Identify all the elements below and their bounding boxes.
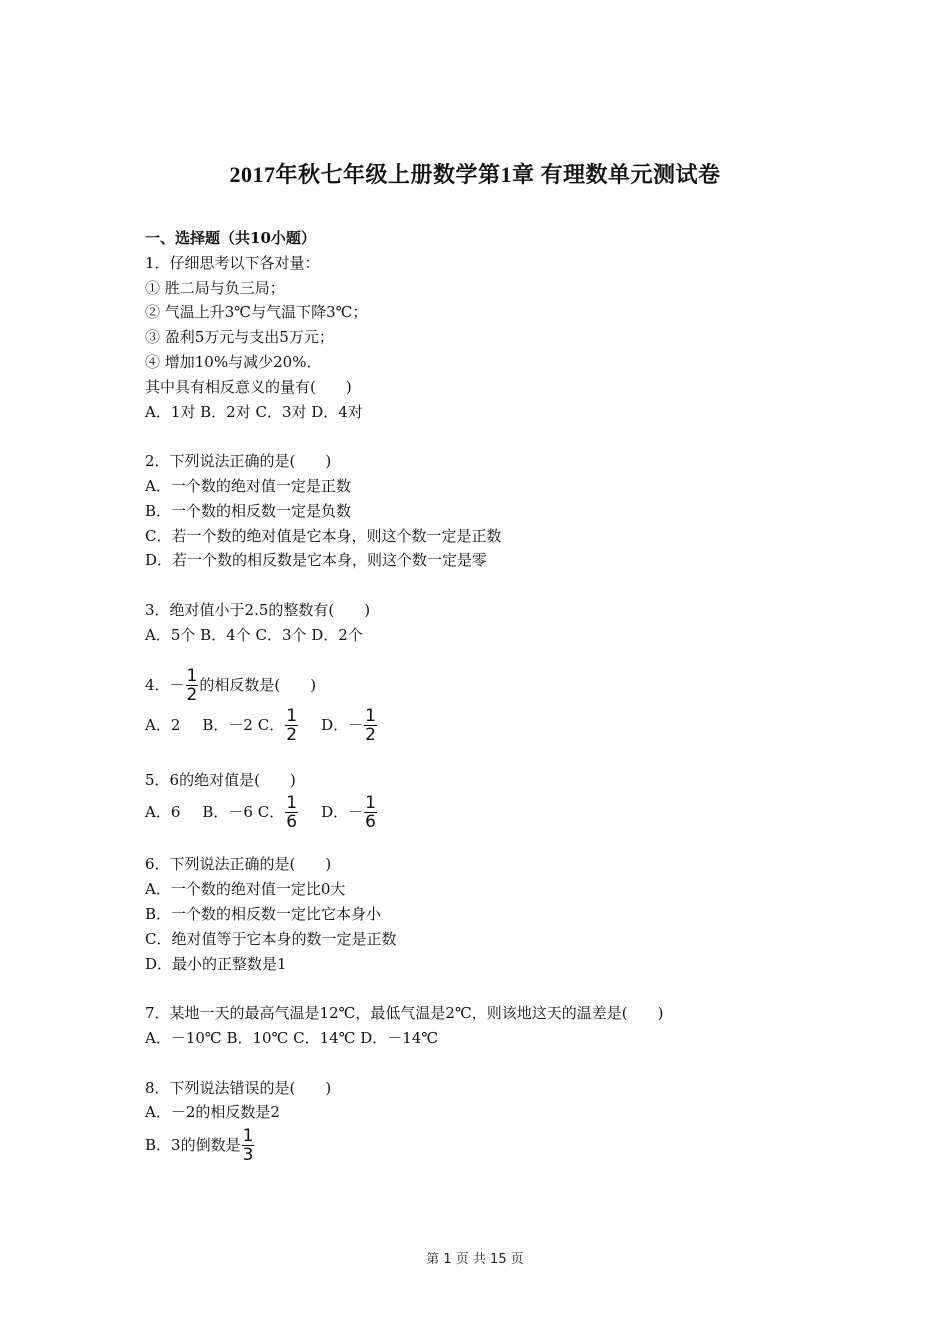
question-options: A．－10℃ B．10℃ C．14℃ D．－14℃ [145,1028,439,1047]
question-stem: 2．下列说法正确的是( ) [145,452,332,471]
question-stem: 5．6的绝对值是( ) [145,770,296,789]
question-3 [145,598,845,648]
question-6 [145,852,845,976]
option-a: A．一个数的绝对值一定比0大 [145,880,346,899]
question-4 [145,666,845,746]
question-item: ① 胜二局与负三局； [145,278,285,297]
question-2 [145,449,845,573]
question-1 [145,251,845,425]
document-title: 2017年秋七年级上册数学第1章 有理数单元测试卷 [229,162,721,187]
question-item: ④ 增加10%与减少20%． [145,352,322,371]
option-b-fraction: $\frac{1}{3}$ [242,1125,254,1165]
option-b: B．－6 [202,802,253,821]
option-b: B．一个数的相反数一定比它本身小 [145,904,382,923]
option-a: A．6 [145,802,181,821]
question-options [145,706,845,746]
option-c: C．绝对值等于它本身的数一定是正数 [145,929,397,948]
option-d-fraction: $\frac{1}{2}$ [365,706,376,746]
question-stem: 4．－ $\frac{1}{2}$ 的相反数是( ) [145,666,317,706]
question-stem: 3．绝对值小于2.5的整数有( ) [145,600,371,619]
option-b: B．一个数的相反数一定是负数 [145,501,352,520]
question-stem: 7．某地一天的最高气温是12℃，最低气温是2℃，则该地这天的温差是( ) [145,1004,664,1023]
question-options: A．1对 B．2对 C．3对 D．4对 [145,402,363,421]
option-d-label: D．－ [321,716,364,735]
question-options: A．5个 B．4个 C．3个 D．2个 [145,625,363,644]
option-d-label: D．－ [321,802,364,821]
option-b: B．－2 [202,716,253,735]
option-a: A．2 [145,716,181,735]
option-d: D．最小的正整数是1 [145,954,287,973]
question-stem: 1．仔细思考以下各对量： [145,253,320,272]
question-prompt: 其中具有相反意义的量有( ) [145,377,352,396]
fraction: $\frac{1}{2}$ [186,666,198,706]
section-heading: 一、选择题（共10小题） [145,229,316,247]
question-item: ③ 盈利5万元与支出5万元； [145,328,334,347]
question-7 [145,1001,845,1051]
option-c: C．若一个数的绝对值是它本身，则这个数一定是正数 [145,526,502,545]
option-a: A．一个数的绝对值一定是正数 [145,476,351,495]
option-c-fraction: $\frac{1}{2}$ [286,706,298,746]
option-c-label: C． [257,802,285,821]
question-item: ② 气温上升3℃与气温下降3℃； [145,303,368,322]
question-8 [145,1076,845,1166]
option-b: B．3的倒数是 $\frac{1}{3}$ [145,1125,254,1165]
question-stem: 8．下列说法错误的是( ) [145,1078,332,1097]
page-indicator: 第 1 页 共 15 页 [426,1252,524,1267]
option-a: A．－2的相反数是2 [145,1103,280,1122]
option-d: D．若一个数的相反数是它本身，则这个数一定是零 [145,551,488,570]
question-5 [145,768,845,833]
document-body [145,226,845,1165]
option-d-fraction: $\frac{1}{6}$ [365,792,376,832]
question-stem: 6．下列说法正确的是( ) [145,855,332,874]
question-options [145,792,845,832]
option-c-label: C． [257,716,285,735]
option-c-fraction: $\frac{1}{6}$ [286,792,298,832]
